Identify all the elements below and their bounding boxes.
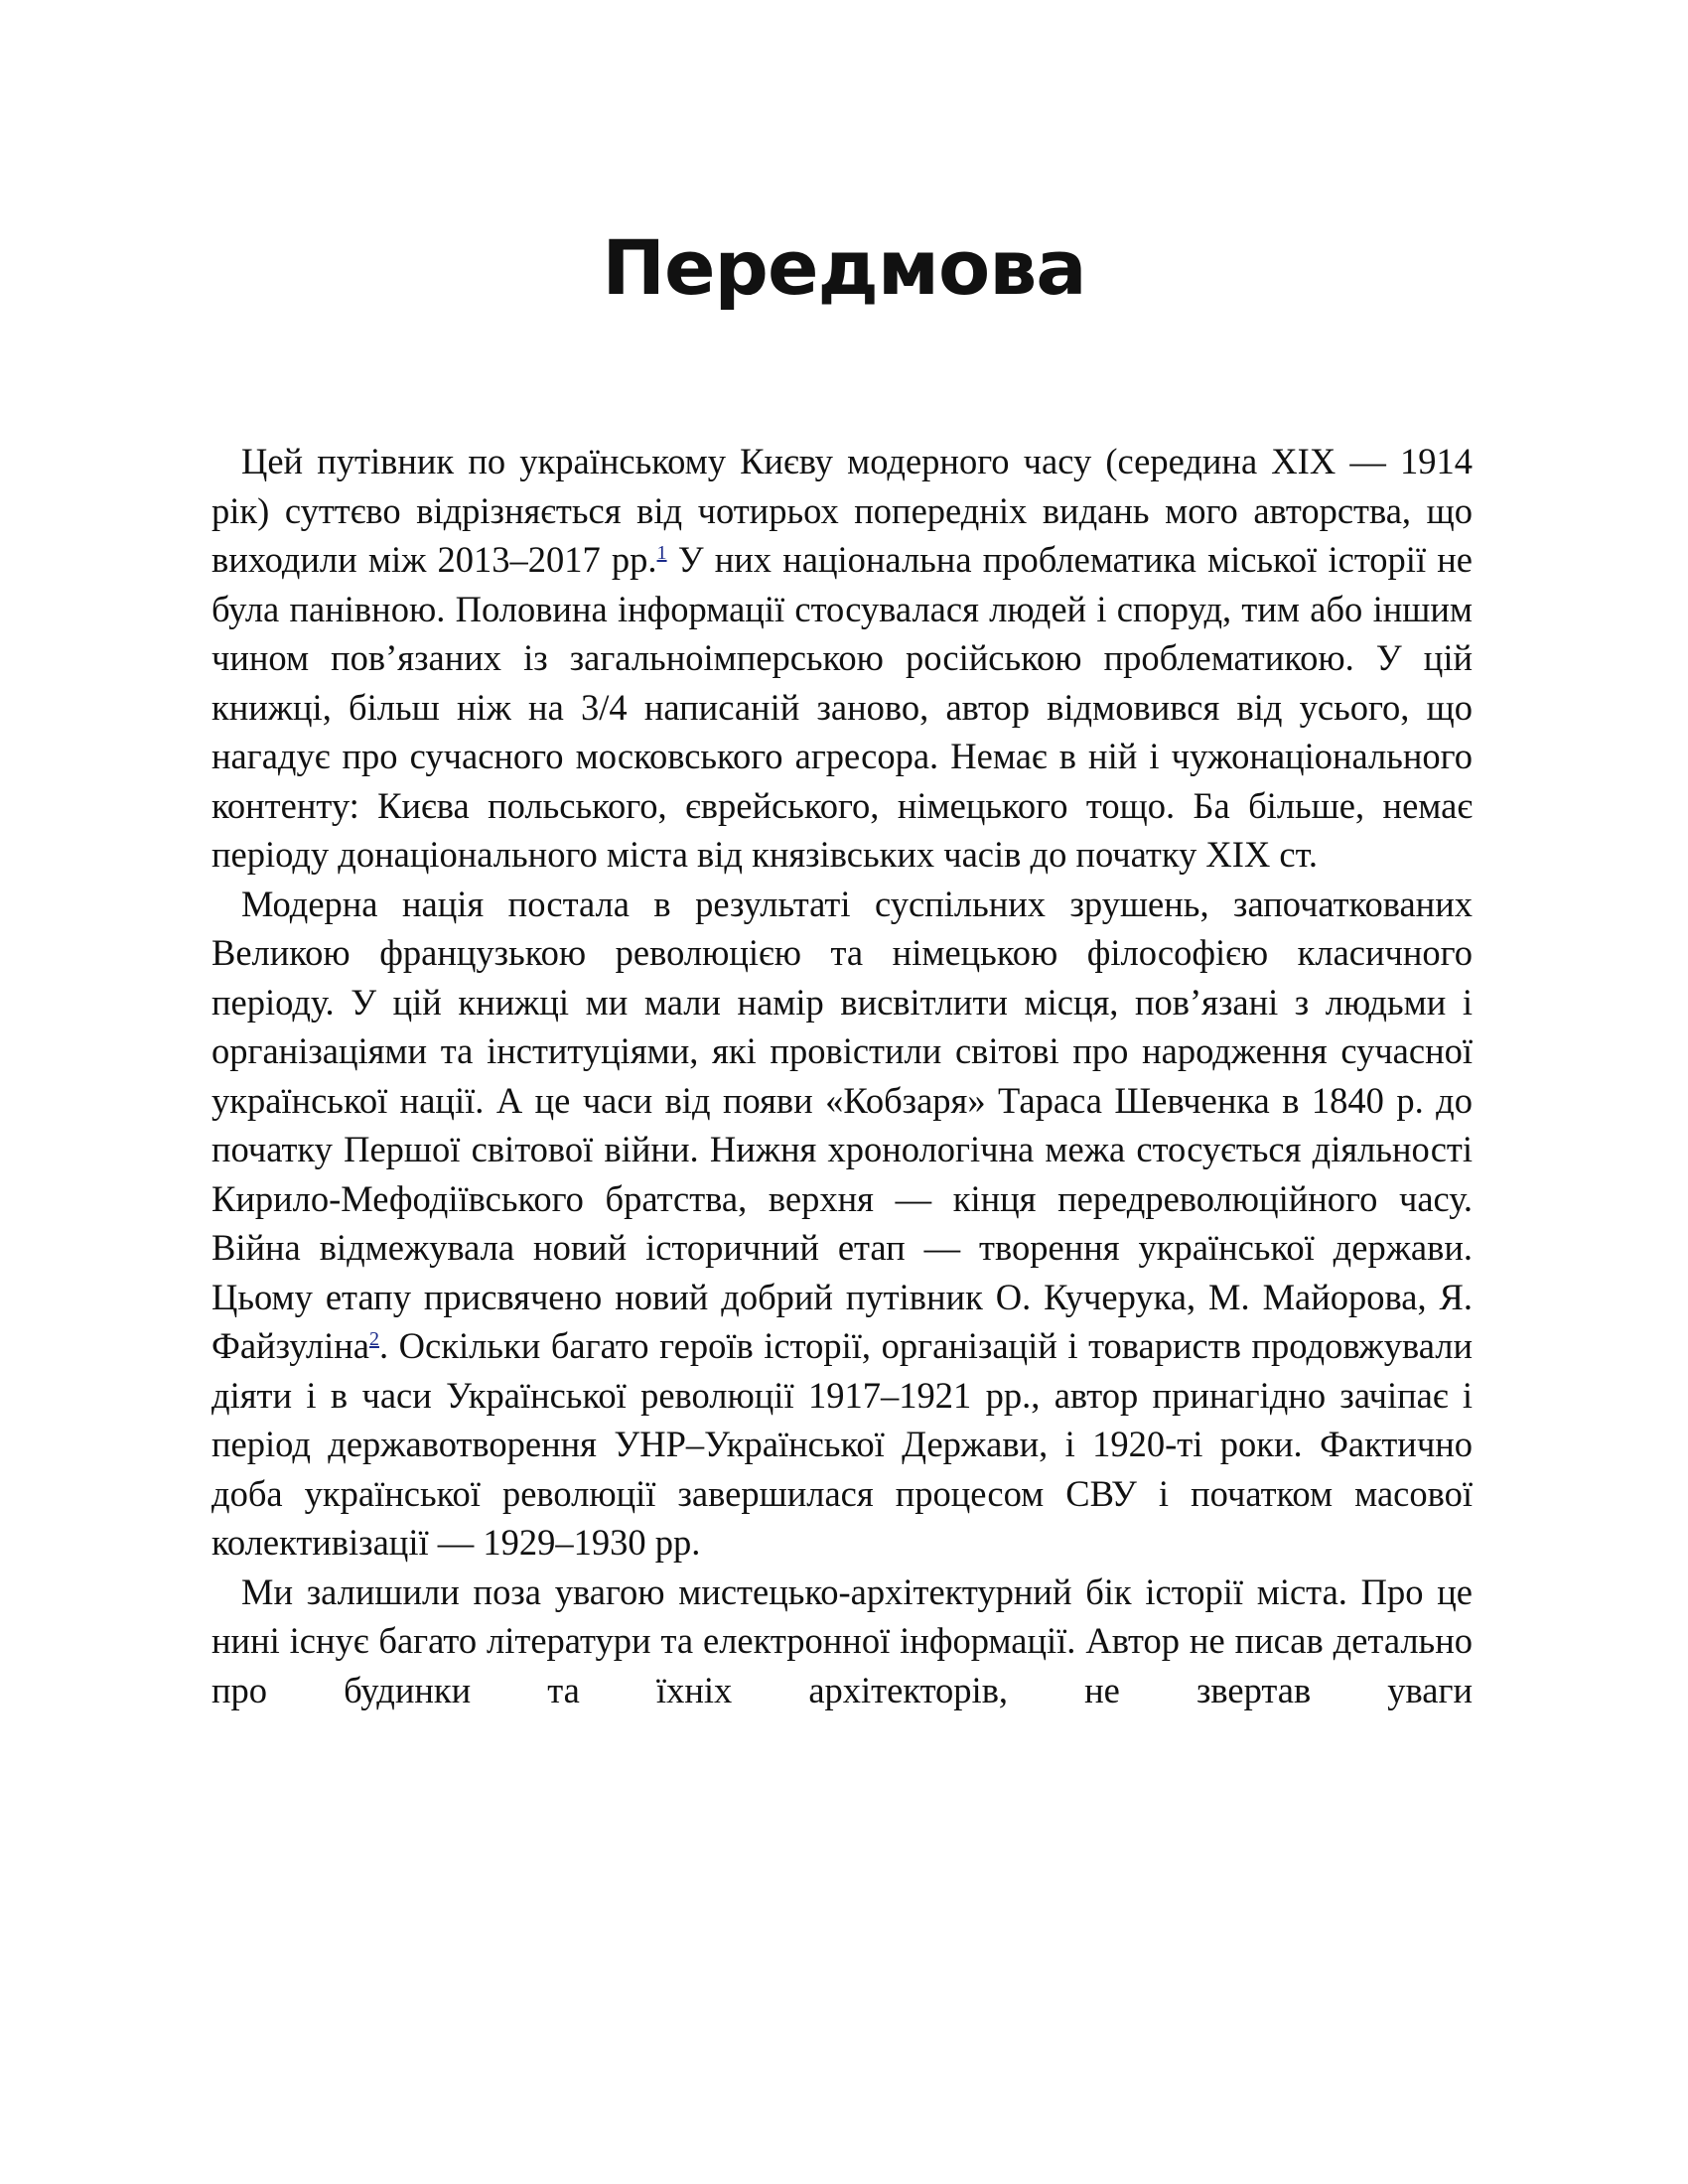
paragraph-1 <box>211 437 1473 880</box>
footnote-link[interactable]: 2 <box>368 1327 379 1350</box>
footnote-ref-1[interactable] <box>657 542 667 564</box>
page-title: Передмова <box>602 223 1086 312</box>
paragraph-text: Ми залишили поза увагою мистецько-архітектурний бік історії міста. Про це нині існує багато літератури та електронної інформації. Автор не писав детально про будинки та їхніх архітекторів, не звертав уваги <box>211 1570 1473 1710</box>
footnote-ref-2[interactable] <box>369 1328 379 1350</box>
footnote-link[interactable]: 1 <box>656 541 667 564</box>
paragraph-text: Модерна нація постала в результаті суспільних зрушень, започаткованих Великою французькою революцією та німецькою філософією класичного періоду. У цій книжці ми мали намір висвітлити місця, пов’язані з людьми і організаціями та інституціями, які провістили світові про народження сучасної української нації. А це часи від появи «Кобзаря» Тараса Шевченка в 1840 р. до початку Першої світової війни. Нижня хронологічна межа стосується діяльності Кирило-Мефодіївського братства, верхня — кінця передреволюційного часу. Війна відмежувала новий історичний етап — творення української держави. Цьому етапу присвячено новий добрий путівник О. Кучерука, М. Майорова, Я. Файзуліна <box>211 883 1473 1366</box>
paragraph-3 <box>211 1568 1473 1715</box>
paragraph-2 <box>211 880 1473 1568</box>
paragraph-text: У них національна проблематика міської історії не була панівною. Половина інформації стосувалася людей і споруд, тим або іншим чином пов’язаних із загальноімперською російською проблематикою. У цій книжці, більш ніж на 3/4 написаній заново, автор відмовився від усього, що нагадує про сучасного московського агресора. Немає в ній і чужонаціонального контенту: Києва польського, єврейського, німецького тощо. Ба більше, немає періоду донаціонального міста від князівських часів до початку XIX ст. <box>211 539 1473 875</box>
paragraph-text: . Оскільки багато героїв історії, організацій і товариств продовжували діяти і в часи Української революції 1917–1921 рр., автор принагідно зачіпає і період державотворення УНР–Української Держави, і 1920-ті роки. Фактично доба української революції завершилася процесом СВУ і початком масової колективізації — 1929–1930 рр. <box>211 1325 1473 1563</box>
body-text <box>211 437 1473 1714</box>
paragraph-text: Цей путівник по українському Києву модерного часу (середина XIX — 1914 рік) суттєво відрізняється від чотирьох попередніх видань мого авторства, що виходили між 2013–2017 рр. <box>211 441 1473 580</box>
